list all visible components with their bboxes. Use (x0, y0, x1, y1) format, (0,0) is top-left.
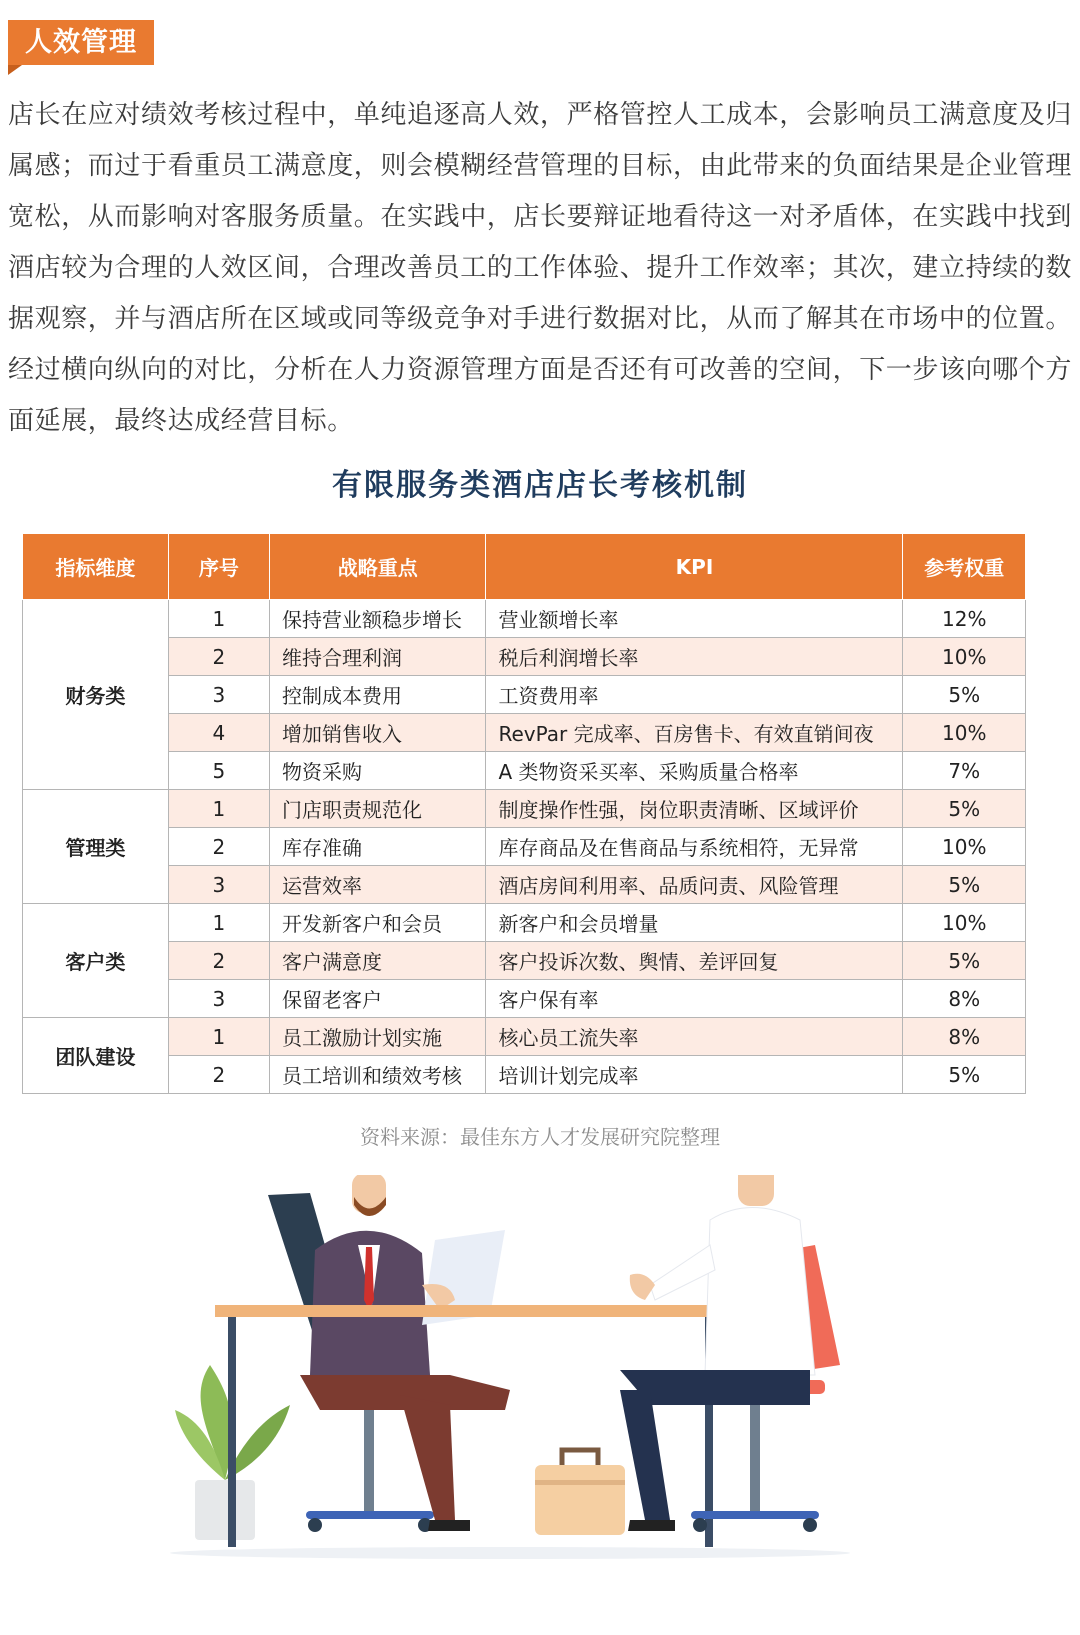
weight-cell: 10% (903, 904, 1026, 942)
focus-cell: 门店职责规范化 (270, 790, 486, 828)
focus-cell: 保持营业额稳步增长 (270, 600, 486, 638)
kpi-cell: 客户投诉次数、舆情、差评回复 (486, 942, 903, 980)
index-cell: 2 (168, 638, 269, 676)
focus-cell: 增加销售收入 (270, 714, 486, 752)
index-cell: 1 (168, 904, 269, 942)
weight-cell: 5% (903, 790, 1026, 828)
table-row (23, 904, 1026, 942)
index-cell: 3 (168, 980, 269, 1018)
index-cell: 1 (168, 790, 269, 828)
section-tag: 人效管理 (8, 20, 154, 65)
table-row (23, 1018, 1026, 1056)
focus-cell: 开发新客户和会员 (270, 904, 486, 942)
table-row (23, 980, 1026, 1018)
left-person (300, 1175, 510, 1531)
header-cell: 战略重点 (270, 534, 486, 600)
kpi-cell: 新客户和会员增量 (486, 904, 903, 942)
table-body (23, 600, 1026, 1094)
index-cell: 2 (168, 1056, 269, 1094)
table-row (23, 866, 1026, 904)
floor-shadow (170, 1547, 850, 1559)
weight-cell: 7% (903, 752, 1026, 790)
focus-cell: 物资采购 (270, 752, 486, 790)
focus-cell: 保留老客户 (270, 980, 486, 1018)
table-row (23, 714, 1026, 752)
weight-cell: 10% (903, 714, 1026, 752)
briefcase (535, 1450, 625, 1535)
kpi-table (22, 533, 1026, 1094)
source-note: 资料来源：最佳东方人才发展研究院整理 (360, 1125, 720, 1149)
weight-cell: 5% (903, 942, 1026, 980)
table-row (23, 942, 1026, 980)
header-cell: 序号 (168, 534, 269, 600)
focus-cell: 运营效率 (270, 866, 486, 904)
kpi-cell: A 类物资采买率、采购质量合格率 (486, 752, 903, 790)
focus-cell: 库存准确 (270, 828, 486, 866)
kpi-cell: 客户保有率 (486, 980, 903, 1018)
kpi-cell: 培训计划完成率 (486, 1056, 903, 1094)
index-cell: 5 (168, 752, 269, 790)
table-row (23, 790, 1026, 828)
kpi-cell: RevPar 完成率、百房售卡、有效直销间夜 (486, 714, 903, 752)
weight-cell: 10% (903, 638, 1026, 676)
focus-cell: 客户满意度 (270, 942, 486, 980)
category-cell: 管理类 (23, 790, 169, 904)
header-cell: 指标维度 (23, 534, 169, 600)
index-cell: 3 (168, 866, 269, 904)
right-person (620, 1175, 815, 1531)
category-cell: 客户类 (23, 904, 169, 1018)
category-cell: 财务类 (23, 600, 169, 790)
focus-cell: 维持合理利润 (270, 638, 486, 676)
header-cell: KPI (486, 534, 903, 600)
table-row (23, 1056, 1026, 1094)
index-cell: 3 (168, 676, 269, 714)
focus-cell: 员工培训和绩效考核 (270, 1056, 486, 1094)
table-header-row (23, 534, 1026, 600)
kpi-cell: 核心员工流失率 (486, 1018, 903, 1056)
meeting-illustration (150, 1175, 870, 1565)
table-row (23, 600, 1026, 638)
weight-cell: 8% (903, 980, 1026, 1018)
table-row (23, 828, 1026, 866)
weight-cell: 5% (903, 1056, 1026, 1094)
index-cell: 2 (168, 828, 269, 866)
index-cell: 2 (168, 942, 269, 980)
kpi-cell: 税后利润增长率 (486, 638, 903, 676)
focus-cell: 控制成本费用 (270, 676, 486, 714)
kpi-cell: 工资费用率 (486, 676, 903, 714)
kpi-cell: 制度操作性强，岗位职责清晰、区域评价 (486, 790, 903, 828)
weight-cell: 5% (903, 676, 1026, 714)
index-cell: 4 (168, 714, 269, 752)
index-cell: 1 (168, 1018, 269, 1056)
kpi-cell: 营业额增长率 (486, 600, 903, 638)
table-title: 有限服务类酒店店长考核机制 (332, 468, 748, 503)
category-cell: 团队建设 (23, 1018, 169, 1094)
kpi-cell: 酒店房间利用率、品质问责、风险管理 (486, 866, 903, 904)
weight-cell: 8% (903, 1018, 1026, 1056)
index-cell: 1 (168, 600, 269, 638)
table-row (23, 752, 1026, 790)
weight-cell: 12% (903, 600, 1026, 638)
table-row (23, 676, 1026, 714)
focus-cell: 员工激励计划实施 (270, 1018, 486, 1056)
kpi-cell: 库存商品及在售商品与系统相符，无异常 (486, 828, 903, 866)
weight-cell: 5% (903, 866, 1026, 904)
header-cell: 参考权重 (903, 534, 1026, 600)
table-row (23, 638, 1026, 676)
body-paragraph: 店长在应对绩效考核过程中，单纯追逐高人效，严格管控人工成本，会影响员工满意度及归属感；而过于看重员工满意度，则会模糊经营管理的目标，由此带来的负面结果是企业管理宽松，从而影响对客服务质量。在实践中，店长要辩证地看待这一对矛盾体，在实践中找到酒店较为合理的人效区间，合理改善员工的工作体验、提升工作效率；其次，建立持续的数据观察，并与酒店所在区域或同等级竞争对手进行数据对比，从而了解其在市场中的位置。经过横向纵向的对比，分析在人力资源管理方面是否还有可改善的空间，下一步该向哪个方面延展，最终达成经营目标。 (8, 100, 1073, 436)
weight-cell: 10% (903, 828, 1026, 866)
